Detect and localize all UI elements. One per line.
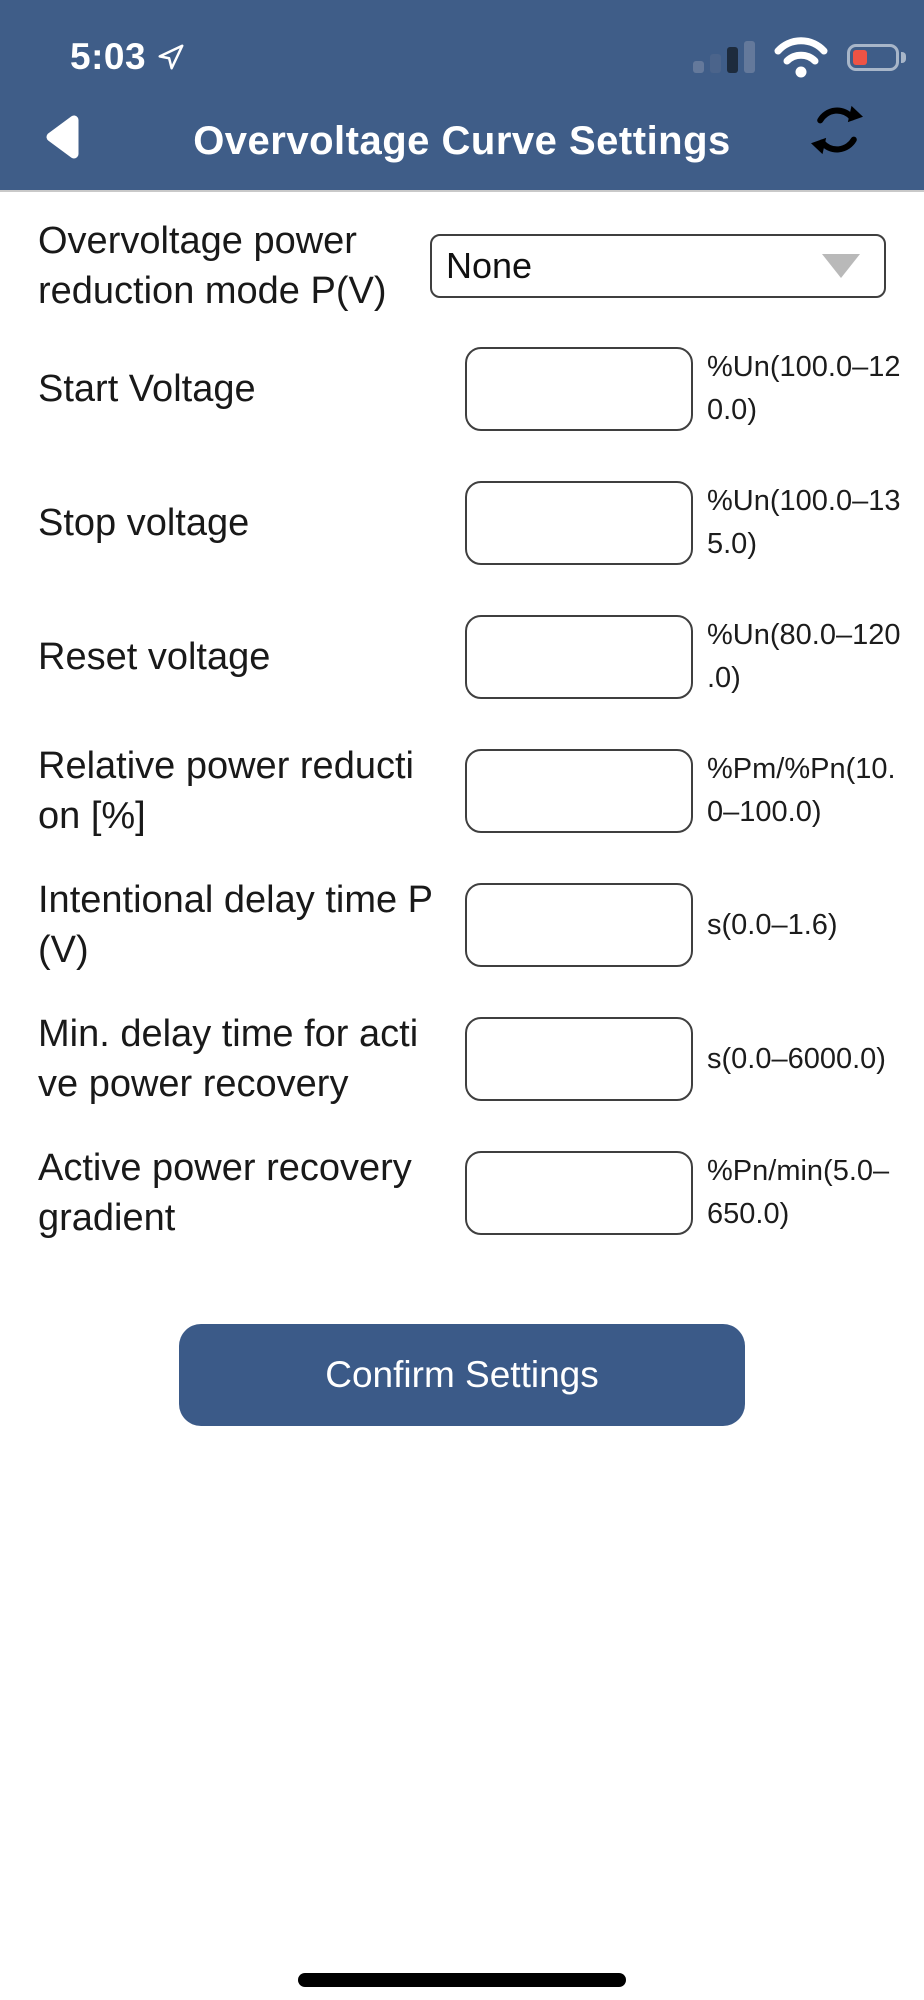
field-label: Active power recovery gradient: [38, 1147, 412, 1239]
home-indicator[interactable]: [298, 1973, 626, 1987]
intentional-delay-time-input[interactable]: [465, 883, 693, 967]
reset-voltage-input[interactable]: [465, 615, 693, 699]
field-unit: %Un(80.0–120 .0): [707, 619, 901, 694]
status-right: [693, 35, 906, 79]
mode-row: [0, 210, 924, 322]
field-unit: %Un(100.0–12 0.0): [707, 351, 901, 426]
back-button[interactable]: [42, 112, 82, 164]
battery-level-fill: [853, 50, 867, 65]
recovery-gradient-input[interactable]: [465, 1151, 693, 1235]
field-unit: %Pm/%Pn(10. 0–100.0): [707, 753, 896, 828]
confirm-settings-button[interactable]: Confirm Settings: [179, 1324, 745, 1426]
field-label: Stop voltage: [38, 502, 250, 544]
location-arrow-icon: [156, 42, 186, 72]
chevron-down-icon: [822, 254, 860, 278]
status-time: 5:03: [70, 36, 147, 77]
status-left: [70, 36, 186, 78]
settings-form: [0, 192, 924, 1426]
nav-bar: [0, 92, 924, 190]
mode-label: Overvoltage power reduction mode P(V): [38, 220, 387, 312]
field-unit: s(0.0–6000.0): [707, 1042, 886, 1075]
start-voltage-input[interactable]: [465, 347, 693, 431]
battery-icon: [847, 44, 906, 71]
mode-select-value: None: [446, 245, 533, 286]
back-arrow-icon: [45, 114, 79, 160]
field-label: Min. delay time for acti ve power recovery: [38, 1013, 419, 1105]
wifi-icon: [772, 35, 830, 79]
page-title: Overvoltage Curve Settings: [193, 118, 731, 163]
mode-select[interactable]: [430, 234, 886, 298]
field-label: Relative power reducti on [%]: [38, 745, 414, 837]
field-label: Reset voltage: [38, 636, 271, 678]
field-row: [0, 322, 924, 456]
refresh-button[interactable]: [806, 100, 868, 162]
field-row: [0, 858, 924, 992]
field-row: [0, 1126, 924, 1260]
field-unit: %Un(100.0–13 5.0): [707, 485, 901, 560]
field-label: Start Voltage: [38, 368, 256, 410]
min-delay-recovery-input[interactable]: [465, 1017, 693, 1101]
field-row: [0, 590, 924, 724]
refresh-icon: [808, 101, 866, 159]
cellular-signal-icon: [693, 41, 755, 73]
field-row: [0, 724, 924, 858]
field-unit: s(0.0–1.6): [707, 908, 838, 941]
field-row: [0, 992, 924, 1126]
relative-power-reduction-input[interactable]: [465, 749, 693, 833]
stop-voltage-input[interactable]: [465, 481, 693, 565]
field-label: Intentional delay time P (V): [38, 879, 434, 971]
field-unit: %Pn/min(5.0– 650.0): [707, 1155, 890, 1230]
status-bar: [0, 0, 924, 92]
field-row: [0, 456, 924, 590]
top-bar: [0, 0, 924, 192]
